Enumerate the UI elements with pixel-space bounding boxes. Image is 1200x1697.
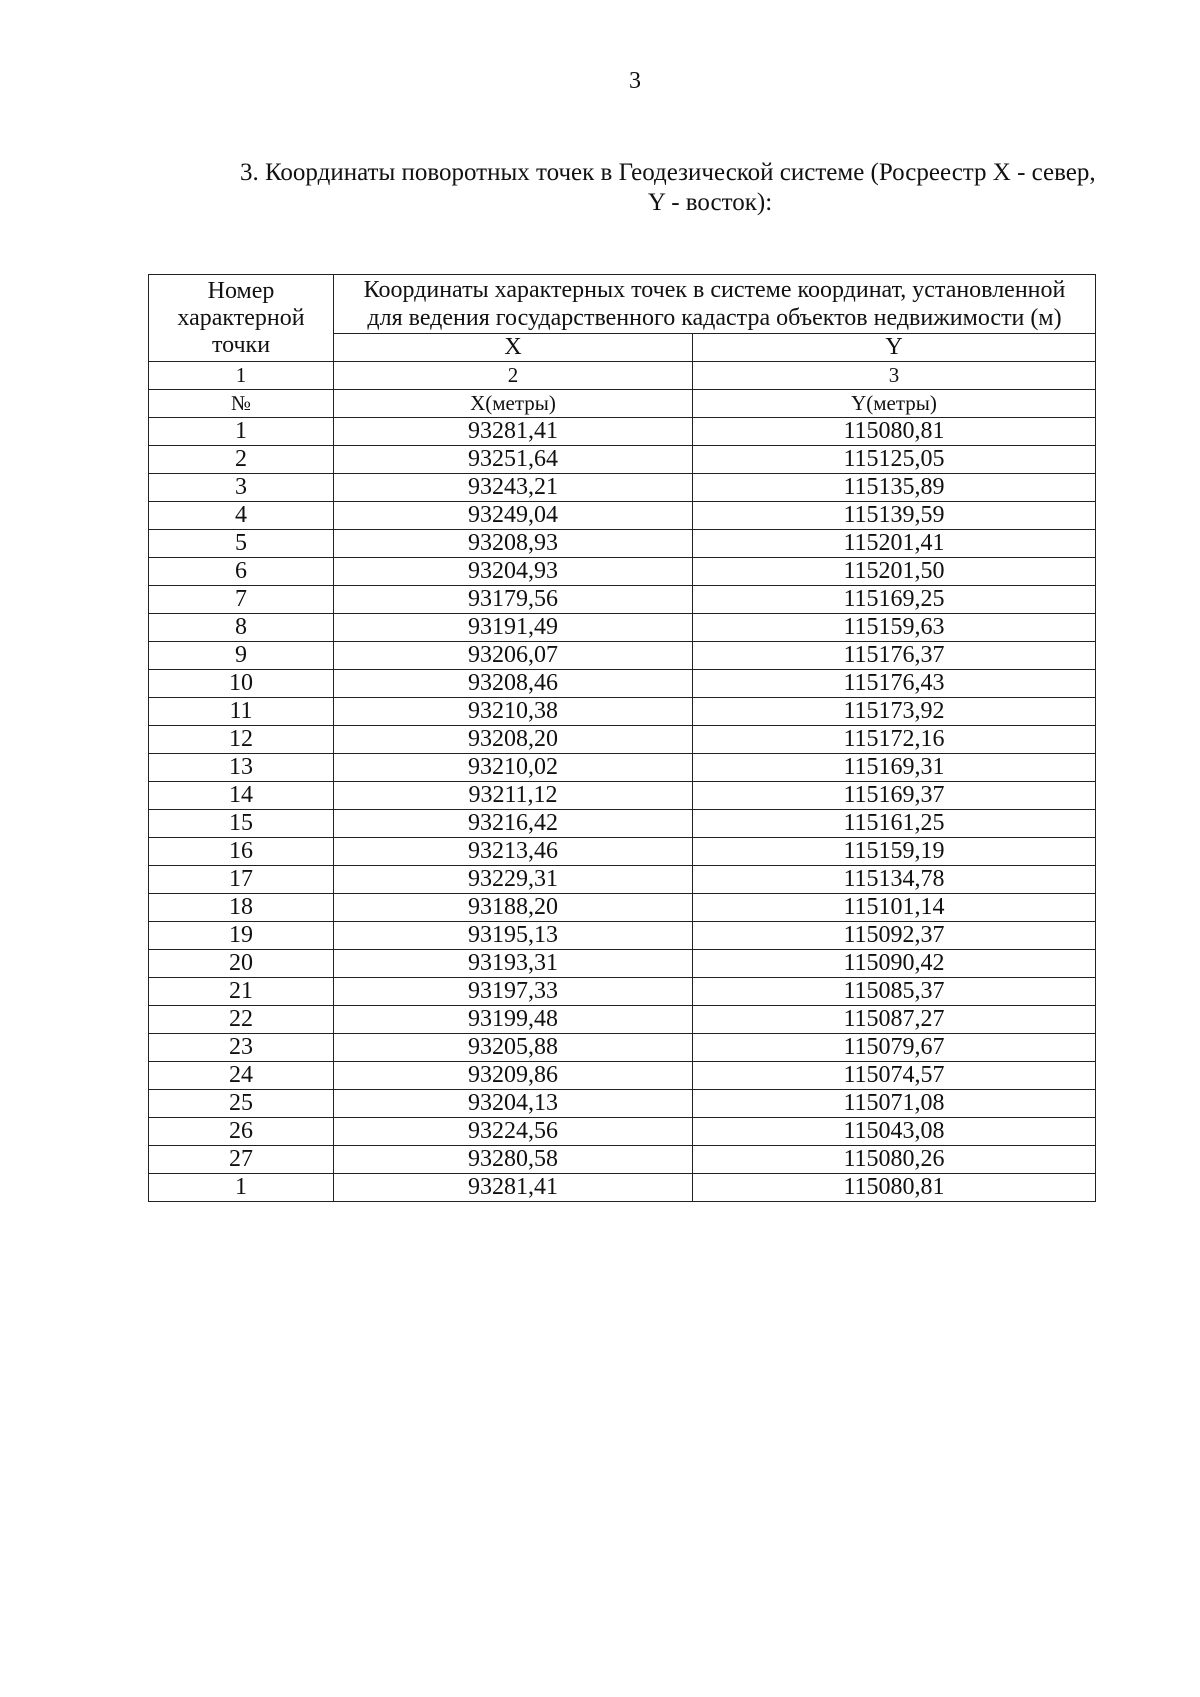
- y-coordinate-cell: 115169,25: [693, 586, 1096, 614]
- x-coordinate-cell: 93195,13: [334, 922, 693, 950]
- point-number-cell: 17: [149, 866, 334, 894]
- table-row: [149, 838, 1096, 866]
- y-coordinate-cell: 115125,05: [693, 446, 1096, 474]
- point-number-cell: 1: [149, 418, 334, 446]
- point-number-cell: 23: [149, 1034, 334, 1062]
- x-coordinate-cell: 93281,41: [334, 418, 693, 446]
- y-coordinate-cell: 115080,81: [693, 1174, 1096, 1202]
- table-row: [149, 1062, 1096, 1090]
- point-number-cell: 26: [149, 1118, 334, 1146]
- table-row: [149, 586, 1096, 614]
- x-coordinate-cell: 93208,93: [334, 530, 693, 558]
- y-coordinate-cell: 115085,37: [693, 978, 1096, 1006]
- y-coordinate-cell: 115169,37: [693, 782, 1096, 810]
- table-row: [149, 1034, 1096, 1062]
- y-coordinate-cell: 115159,19: [693, 838, 1096, 866]
- coordinates-table-body: [149, 275, 1096, 1202]
- subheader-num: №: [149, 390, 334, 418]
- table-header-row: [149, 275, 1096, 334]
- point-number-cell: 20: [149, 950, 334, 978]
- table-row: [149, 1118, 1096, 1146]
- column-number-2: 2: [334, 362, 693, 390]
- point-number-cell: 4: [149, 502, 334, 530]
- point-number-cell: 24: [149, 1062, 334, 1090]
- x-coordinate-cell: 93204,93: [334, 558, 693, 586]
- table-row: [149, 1146, 1096, 1174]
- table-row: [149, 614, 1096, 642]
- y-coordinate-cell: 115080,26: [693, 1146, 1096, 1174]
- point-number-cell: 3: [149, 474, 334, 502]
- y-coordinate-cell: 115043,08: [693, 1118, 1096, 1146]
- section-title: [240, 158, 1100, 218]
- x-coordinate-cell: 93211,12: [334, 782, 693, 810]
- y-coordinate-cell: 115080,81: [693, 418, 1096, 446]
- table-row: [149, 1006, 1096, 1034]
- point-number-cell: 27: [149, 1146, 334, 1174]
- table-row: [149, 810, 1096, 838]
- point-number-cell: 5: [149, 530, 334, 558]
- x-coordinate-cell: 93188,20: [334, 894, 693, 922]
- point-number-cell: 8: [149, 614, 334, 642]
- x-coordinate-cell: 93243,21: [334, 474, 693, 502]
- x-coordinate-cell: 93208,20: [334, 726, 693, 754]
- point-number-cell: 10: [149, 670, 334, 698]
- table-row: [149, 418, 1096, 446]
- table-row: [149, 446, 1096, 474]
- table-row: [149, 726, 1096, 754]
- x-coordinate-cell: 93280,58: [334, 1146, 693, 1174]
- x-coordinate-cell: 93210,38: [334, 698, 693, 726]
- y-coordinate-cell: 115087,27: [693, 1006, 1096, 1034]
- x-coordinate-cell: 93281,41: [334, 1174, 693, 1202]
- y-coordinate-cell: 115074,57: [693, 1062, 1096, 1090]
- point-number-cell: 19: [149, 922, 334, 950]
- table-row: [149, 782, 1096, 810]
- header-coordinates-title-line-2: для ведения государственного кадастра объектов недвижимости (м): [367, 305, 1062, 331]
- header-x-label: X: [334, 334, 693, 362]
- y-coordinate-cell: 115071,08: [693, 1090, 1096, 1118]
- point-number-cell: 18: [149, 894, 334, 922]
- x-coordinate-cell: 93206,07: [334, 642, 693, 670]
- x-coordinate-cell: 93229,31: [334, 866, 693, 894]
- y-coordinate-cell: 115139,59: [693, 502, 1096, 530]
- y-coordinate-cell: 115092,37: [693, 922, 1096, 950]
- x-coordinate-cell: 93191,49: [334, 614, 693, 642]
- header-y-label: Y: [693, 334, 1096, 362]
- table-row: [149, 530, 1096, 558]
- point-number-cell: 21: [149, 978, 334, 1006]
- section-title-line-1: 3. Координаты поворотных точек в Геодезической системе (Росреестр X - север,: [240, 159, 1096, 186]
- x-coordinate-cell: 93210,02: [334, 754, 693, 782]
- x-coordinate-cell: 93208,46: [334, 670, 693, 698]
- x-coordinate-cell: 93199,48: [334, 1006, 693, 1034]
- point-number-cell: 13: [149, 754, 334, 782]
- point-number-cell: 1: [149, 1174, 334, 1202]
- y-coordinate-cell: 115135,89: [693, 474, 1096, 502]
- point-number-cell: 9: [149, 642, 334, 670]
- point-number-cell: 7: [149, 586, 334, 614]
- x-coordinate-cell: 93204,13: [334, 1090, 693, 1118]
- table-row: [149, 558, 1096, 586]
- x-coordinate-cell: 93216,42: [334, 810, 693, 838]
- y-coordinate-cell: 115101,14: [693, 894, 1096, 922]
- point-number-cell: 12: [149, 726, 334, 754]
- x-coordinate-cell: 93249,04: [334, 502, 693, 530]
- point-number-cell: 6: [149, 558, 334, 586]
- point-number-cell: 22: [149, 1006, 334, 1034]
- y-coordinate-cell: 115172,16: [693, 726, 1096, 754]
- y-coordinate-cell: 115176,37: [693, 642, 1096, 670]
- table-row: [149, 922, 1096, 950]
- y-coordinate-cell: 115161,25: [693, 810, 1096, 838]
- y-coordinate-cell: 115079,67: [693, 1034, 1096, 1062]
- point-number-cell: 16: [149, 838, 334, 866]
- point-number-cell: 15: [149, 810, 334, 838]
- column-number-3: 3: [693, 362, 1096, 390]
- x-coordinate-cell: 93179,56: [334, 586, 693, 614]
- column-number-1: 1: [149, 362, 334, 390]
- table-row: [149, 894, 1096, 922]
- y-coordinate-cell: 115134,78: [693, 866, 1096, 894]
- x-coordinate-cell: 93193,31: [334, 950, 693, 978]
- table-row: [149, 978, 1096, 1006]
- header-point-number-line-3: точки: [211, 331, 271, 358]
- subheader-y: Y(метры): [693, 390, 1096, 418]
- table-row: [149, 950, 1096, 978]
- y-coordinate-cell: 115201,50: [693, 558, 1096, 586]
- y-coordinate-cell: 115173,92: [693, 698, 1096, 726]
- section-title-line-2: Y - восток):: [647, 189, 773, 216]
- point-number-cell: 14: [149, 782, 334, 810]
- point-number-cell: 2: [149, 446, 334, 474]
- y-coordinate-cell: 115176,43: [693, 670, 1096, 698]
- header-point-number-line-2: характерной: [177, 304, 305, 331]
- table-row: [149, 754, 1096, 782]
- x-coordinate-cell: 93213,46: [334, 838, 693, 866]
- header-point-number: [149, 275, 334, 362]
- y-coordinate-cell: 115159,63: [693, 614, 1096, 642]
- header-coordinates-title-line-1: Координаты характерных точек в системе координат, установленной: [363, 277, 1066, 303]
- x-coordinate-cell: 93205,88: [334, 1034, 693, 1062]
- coordinates-table: [148, 274, 1096, 1202]
- x-coordinate-cell: 93197,33: [334, 978, 693, 1006]
- table-row: [149, 698, 1096, 726]
- table-row: [149, 866, 1096, 894]
- x-coordinate-cell: 93224,56: [334, 1118, 693, 1146]
- y-coordinate-cell: 115201,41: [693, 530, 1096, 558]
- x-coordinate-cell: 93209,86: [334, 1062, 693, 1090]
- table-subheader-row: [149, 390, 1096, 418]
- table-row: [149, 1090, 1096, 1118]
- table-row: [149, 474, 1096, 502]
- subheader-x: X(метры): [334, 390, 693, 418]
- table-column-number-row: [149, 362, 1096, 390]
- table-row: [149, 1174, 1096, 1202]
- y-coordinate-cell: 115090,42: [693, 950, 1096, 978]
- header-coordinates-title: [334, 275, 1096, 334]
- point-number-cell: 11: [149, 698, 334, 726]
- table-row: [149, 642, 1096, 670]
- page-number: 3: [629, 68, 641, 94]
- y-coordinate-cell: 115169,31: [693, 754, 1096, 782]
- table-row: [149, 670, 1096, 698]
- table-row: [149, 502, 1096, 530]
- header-point-number-line-1: Номер: [207, 277, 275, 304]
- x-coordinate-cell: 93251,64: [334, 446, 693, 474]
- point-number-cell: 25: [149, 1090, 334, 1118]
